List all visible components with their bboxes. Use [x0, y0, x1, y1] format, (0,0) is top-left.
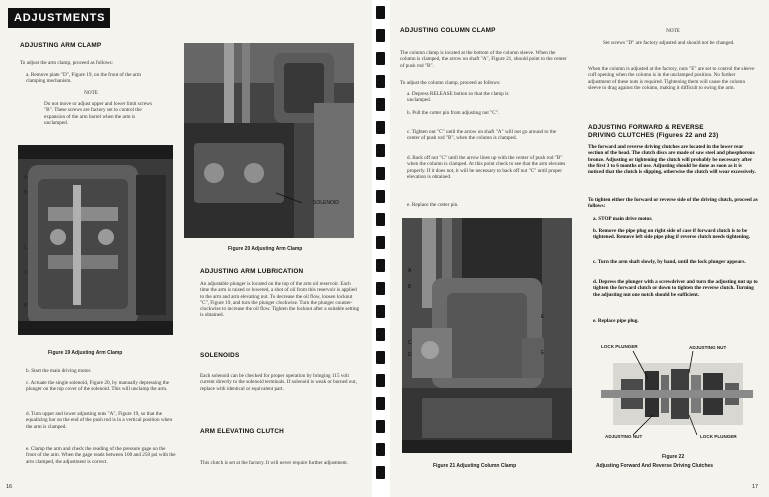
column-clamp-intro: The column clamp is located at the bottom of the column sleeve. When the column is clamped, the arrow on shaft "A", Figure 21, should point to the center of push rod "B". [400, 50, 567, 69]
driving-clutches-step-d: d. Depress the plunger with a screwdriver and turn the adjusting nut up to tighten the forward clutch or down to tighten the reverse clutch. Turning the adjusting nut one notch should be sufficient. [593, 279, 758, 298]
binding-hole [376, 443, 385, 456]
arm-clamp-heading: ADJUSTING ARM CLAMP [20, 42, 102, 49]
binding-hole [376, 213, 385, 226]
page-number-left: 16 [6, 484, 13, 490]
binding-hole [376, 167, 385, 180]
column-clamp-step-e: e. Replace the cotter pin. [407, 202, 459, 208]
column-clamp-step-c: c. Tighten nut "C" until the arrow on shaft "A" will not go around to the center of push rod "B", when the column is clamped. [407, 129, 557, 142]
fig21-label-e-upper: E [541, 314, 545, 320]
binding-hole [376, 121, 385, 134]
driving-clutches-step-c: c. Turn the arm shaft slowly, by hand, until the lock plunger appears. [593, 259, 746, 265]
binding-hole [376, 75, 385, 88]
arm-lubrication-text: An adjustable plunger is located on the top of the arm oil reservoir. Each time the arm is raised or lowered, a shot of oil from this reservoir is applied to the arm and arm elevating nut. To decrease the oil flow, loosen locknut "C", Figure 19, and turn the plunger clockwise. Turn the plunger counter-clockwise to increase the oil flow. Tighten the locknut after a suitable setting is obtained. [200, 281, 360, 319]
arm-clamp-step-e: e. Clamp the arm and check the reading of the pressure gage on the front of the arm. When the gage reads between 100 and 250 psi with the arm clamped, the adjustment is correct. [26, 446, 176, 465]
fig22-label-lock-plunger-bottom: LOCK PLUNGER [700, 434, 737, 439]
arm-clamp-step-b: b. Start the main driving motor. [26, 368, 92, 374]
column-clamp-heading: ADJUSTING COLUMN CLAMP [400, 27, 496, 34]
column-clamp-step-a: a. Depress RELEASE button so that the clamp is unclamped. [407, 91, 509, 104]
arm-clamp-intro: To adjust the arm clamp, proceed as follows: [20, 60, 113, 66]
binding-hole [376, 98, 385, 111]
arm-clamp-step-a: a. Remove plate "D", Figure 19, on the front of the arm clamping mechanism. [26, 72, 141, 85]
fig21-label-c: C [408, 340, 412, 346]
column-clamp-lead: To adjust the column clamp, proceed as follows: [400, 80, 501, 86]
arm-clamp-note-title: NOTE [84, 90, 98, 96]
fig19-label-b-upper: B [24, 190, 28, 196]
driving-clutches-heading-2: DRIVING CLUTCHES (Figures 22 and 23) [588, 132, 719, 139]
solenoids-heading: SOLENOIDS [200, 352, 240, 359]
figure-20-caption: Figure 20 Adjusting Arm Clamp [228, 246, 303, 252]
column-note-text: Set screws "D" are factory adjusted and should not be changed. [603, 40, 735, 46]
figure-21-caption: Figure 21 Adjusting Column Clamp [433, 463, 517, 469]
fig21-label-d: D [408, 352, 412, 358]
fig22-label-lock-plunger-top: LOCK PLUNGER [601, 344, 638, 349]
binding-hole [376, 236, 385, 249]
binding-hole [376, 29, 385, 42]
binding-hole [376, 397, 385, 410]
figure-22-caption-1: Figure 22 [662, 454, 685, 460]
fig19-label-c: C [24, 245, 28, 251]
figure-19-photo [18, 145, 173, 335]
driving-clutches-step-a: a. STOP main drive motor. [593, 216, 653, 222]
fig19-label-b-lower: B [24, 303, 28, 309]
binding-hole [376, 52, 385, 65]
section-banner: ADJUSTMENTS [8, 8, 110, 28]
binding-hole [376, 351, 385, 364]
column-clamp-step-d: d. Back off nut "C" until the arrow lines up with the center of push rod "B" when the column is clamped. At this point check to see that the arm elevates properly. If it does not, it will be necessary to back off nut "C" until proper elevation is obtained. [407, 155, 566, 180]
figure-19-caption: Figure 19 Adjusting Arm Clamp [48, 350, 123, 356]
arm-clamp-step-d: d. Turn upper and lower adjusting nuts "A", Figure 19, so that the equalizing bar on the end of the push rod is in a vertical position when the arm is clamped. [26, 411, 173, 430]
binding-hole [376, 144, 385, 157]
fig21-label-e-lower: E [541, 350, 545, 356]
driving-clutches-lead: To tighten either the forward or reverse side of the driving clutch, proceed as follows: [588, 197, 758, 210]
binding-hole [376, 6, 385, 19]
column-note-after: When the column is adjusted at the factory, nuts "E" are set to control the sleeve cuff opening when the column is in the unclamped position. No further adjustment of these nuts is required. Tightening them will cause the column sleeve to drag against the column, making it difficult to swing the arm. [588, 66, 755, 91]
driving-clutches-heading-1: ADJUSTING FORWARD & REVERSE [588, 124, 704, 131]
binding-hole [376, 259, 385, 272]
fig19-label-d: D [24, 270, 28, 276]
binding-hole [376, 374, 385, 387]
figure-21-photo [402, 218, 572, 453]
solenoids-text: Each solenoid can be checked for proper operation by bringing 115 volt current directly to the solenoid terminals. If solenoid is weak or burned out, replace with identical or equivalent part. [200, 373, 357, 392]
fig19-label-a-upper: A [24, 175, 28, 181]
binding-hole [376, 282, 385, 295]
figure-22-photo [593, 345, 761, 443]
column-clamp-step-b: b. Pull the cotter pin from adjusting nut "C". [407, 110, 500, 116]
figure-20-photo [184, 43, 354, 238]
column-note-title: NOTE [666, 28, 680, 34]
arm-clamp-note-text: Do not move or adjust upper and lower limit screws "B". These screws are factory set to control the expansion of the arm barrel when the arm is unclamped. [44, 101, 152, 126]
fig22-label-adjusting-nut-top: ADJUSTING NUT [689, 345, 727, 350]
page-number-right: 17 [752, 484, 759, 490]
driving-clutches-step-b: b. Remove the pipe plug on right side of case if forward clutch is to be tightened. Remove left side pipe plug if reverse clutch needs tightening. [593, 228, 750, 241]
driving-clutches-text: The forward and reverse driving clutches are located in the lower rear section of the head. The clutch discs are made of saw steel and phosphorous bronze. Adjusting or tightening the clutch will probably be necessary after the first 3 to 6 months of use. Adjusting should be done as soon as it is noticed that the clutch is slipping, otherwise the clutch will wear excessively. [588, 144, 756, 176]
binding-hole [376, 420, 385, 433]
arm-lubrication-heading: ADJUSTING ARM LUBRICATION [200, 268, 304, 275]
figure-22-caption-2: Adjusting Forward And Reverse Driving Clutches [596, 463, 714, 469]
binding-hole [376, 305, 385, 318]
fig22-label-adjusting-nut-bottom: ADJUSTING NUT [605, 434, 643, 439]
binding-hole [376, 466, 385, 479]
fig21-label-b: B [408, 284, 412, 290]
driving-clutches-step-e: e. Replace pipe plug. [593, 318, 639, 324]
binding-hole [376, 328, 385, 341]
arm-clamp-step-c: c. Actuate the single solenoid, Figure 20, by manually depressing the plunger on the top cover of the solenoid. This will unclamp the arm. [26, 380, 170, 393]
fig20-label-solenoid: SOLENOID [313, 200, 339, 206]
binding-hole [376, 190, 385, 203]
elevating-clutch-text: This clutch is set at the factory. It will never require further adjustment. [200, 460, 349, 466]
elevating-clutch-heading: ARM ELEVATING CLUTCH [200, 428, 284, 435]
fig19-label-a-lower: A [24, 323, 28, 329]
fig21-label-a: A [408, 268, 412, 274]
